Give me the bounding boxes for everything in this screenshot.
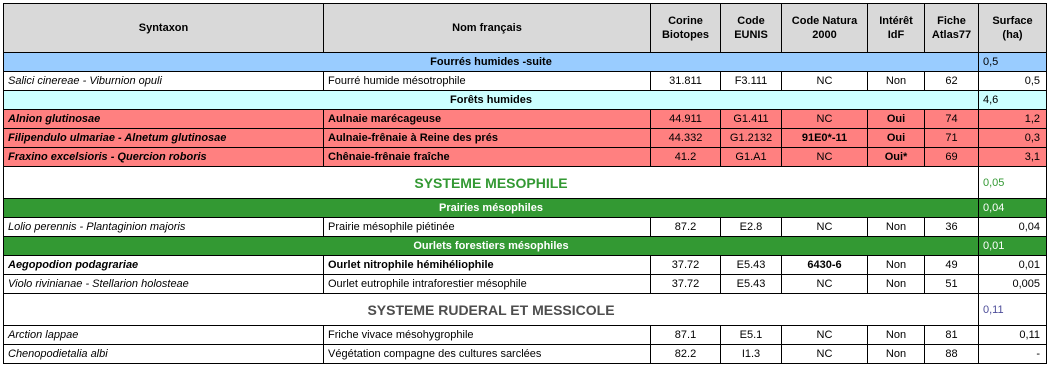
group-label: Prairies mésophiles: [4, 199, 979, 218]
table-row: [4, 256, 1047, 275]
cell-corine: 37.72: [651, 256, 721, 275]
cell-syntaxon: Alnion glutinosae: [4, 110, 324, 129]
cell-corine: 82.2: [651, 345, 721, 364]
cell-corine: 44.332: [651, 129, 721, 148]
table-body: [4, 53, 1047, 364]
table-row: [4, 218, 1047, 237]
cell-nom: Aulnaie-frênaie à Reine des prés: [324, 129, 651, 148]
cell-nom: Ourlet nitrophile hémihéliophile: [324, 256, 651, 275]
cell-interet: Non: [868, 256, 925, 275]
cell-eunis: G1.411: [721, 110, 782, 129]
cell-interet: Oui: [868, 129, 925, 148]
cell-nom: Végétation compagne des cultures sarclées: [324, 345, 651, 364]
cell-eunis: G1.2132: [721, 129, 782, 148]
cell-eunis: I1.3: [721, 345, 782, 364]
header-code-eunis: Code EUNIS: [721, 4, 782, 53]
cell-surface: 1,2: [979, 110, 1047, 129]
cell-fiche: 74: [925, 110, 979, 129]
cell-interet: Non: [868, 275, 925, 294]
cell-corine: 87.2: [651, 218, 721, 237]
cell-nom: Friche vivace mésohygrophile: [324, 326, 651, 345]
cell-surface: 0,11: [979, 326, 1047, 345]
header-corine-biotopes: Corine Biotopes: [651, 4, 721, 53]
cell-eunis: E5.43: [721, 275, 782, 294]
header-fiche-atlas: Fiche Atlas77: [925, 4, 979, 53]
cell-natura: NC: [782, 218, 868, 237]
cell-interet: Non: [868, 345, 925, 364]
header-interet-idf: Intérêt IdF: [868, 4, 925, 53]
cell-interet: Oui*: [868, 148, 925, 167]
table-row: [4, 110, 1047, 129]
table-row: [4, 326, 1047, 345]
cell-surface: 0,005: [979, 275, 1047, 294]
cell-fiche: 36: [925, 218, 979, 237]
cell-surface: 0,5: [979, 72, 1047, 91]
system-title: SYSTEME MESOPHILE: [4, 167, 979, 199]
cell-syntaxon: Fraxino excelsioris - Quercion roboris: [4, 148, 324, 167]
table-row: [4, 72, 1047, 91]
table-row: [4, 275, 1047, 294]
system-title: SYSTEME RUDERAL ET MESSICOLE: [4, 294, 979, 326]
cell-surface: -: [979, 345, 1047, 364]
habitat-table: [3, 3, 1047, 364]
system-row: [4, 294, 1047, 326]
cell-interet: Non: [868, 218, 925, 237]
group-label: Forêts humides: [4, 91, 979, 110]
header-nom-francais: Nom français: [324, 4, 651, 53]
header-row: [4, 4, 1047, 53]
cell-eunis: E5.43: [721, 256, 782, 275]
header-syntaxon: Syntaxon: [4, 4, 324, 53]
cell-syntaxon: Filipendulo ulmariae - Alnetum glutinosae: [4, 129, 324, 148]
cell-interet: Oui: [868, 110, 925, 129]
cell-corine: 37.72: [651, 275, 721, 294]
cell-nom: Prairie mésophile piétinée: [324, 218, 651, 237]
cell-natura: 6430-6: [782, 256, 868, 275]
cell-eunis: E2.8: [721, 218, 782, 237]
cell-natura: NC: [782, 110, 868, 129]
header-code-natura: Code Natura 2000: [782, 4, 868, 53]
group-surface: 0,04: [979, 199, 1047, 218]
cell-natura: NC: [782, 275, 868, 294]
cell-nom: Ourlet eutrophile intraforestier mésophile: [324, 275, 651, 294]
system-surface: 0,11: [979, 294, 1047, 326]
cell-syntaxon: Aegopodion podagrariae: [4, 256, 324, 275]
group-label: Fourrés humides -suite: [4, 53, 979, 72]
cell-eunis: E5.1: [721, 326, 782, 345]
system-row: [4, 167, 1047, 199]
cell-natura: NC: [782, 148, 868, 167]
cell-fiche: 71: [925, 129, 979, 148]
cell-surface: 3,1: [979, 148, 1047, 167]
table-row: [4, 148, 1047, 167]
cell-nom: Aulnaie marécageuse: [324, 110, 651, 129]
cell-syntaxon: Violo rivinianae - Stellarion holosteae: [4, 275, 324, 294]
group-surface: 0,01: [979, 237, 1047, 256]
cell-corine: 31.811: [651, 72, 721, 91]
cell-fiche: 49: [925, 256, 979, 275]
cell-syntaxon: Lolio perennis - Plantaginion majoris: [4, 218, 324, 237]
group-row: [4, 237, 1047, 256]
cell-fiche: 88: [925, 345, 979, 364]
cell-corine: 87.1: [651, 326, 721, 345]
cell-interet: Non: [868, 326, 925, 345]
cell-fiche: 69: [925, 148, 979, 167]
cell-nom: Fourré humide mésotrophile: [324, 72, 651, 91]
cell-interet: Non: [868, 72, 925, 91]
cell-eunis: F3.111: [721, 72, 782, 91]
table-row: [4, 129, 1047, 148]
cell-surface: 0,04: [979, 218, 1047, 237]
system-surface: 0,05: [979, 167, 1047, 199]
cell-natura: NC: [782, 72, 868, 91]
cell-fiche: 62: [925, 72, 979, 91]
group-row: [4, 199, 1047, 218]
cell-fiche: 51: [925, 275, 979, 294]
header-surface: Surface (ha): [979, 4, 1047, 53]
group-row: [4, 53, 1047, 72]
cell-natura: 91E0*-11: [782, 129, 868, 148]
group-surface: 4,6: [979, 91, 1047, 110]
cell-natura: NC: [782, 345, 868, 364]
cell-eunis: G1.A1: [721, 148, 782, 167]
cell-natura: NC: [782, 326, 868, 345]
cell-surface: 0,3: [979, 129, 1047, 148]
cell-syntaxon: Salici cinereae - Viburnion opuli: [4, 72, 324, 91]
cell-syntaxon: Chenopodietalia albi: [4, 345, 324, 364]
group-row: [4, 91, 1047, 110]
cell-surface: 0,01: [979, 256, 1047, 275]
cell-corine: 44.911: [651, 110, 721, 129]
table-row: [4, 345, 1047, 364]
group-label: Ourlets forestiers mésophiles: [4, 237, 979, 256]
cell-syntaxon: Arction lappae: [4, 326, 324, 345]
cell-nom: Chênaie-frênaie fraîche: [324, 148, 651, 167]
group-surface: 0,5: [979, 53, 1047, 72]
cell-corine: 41.2: [651, 148, 721, 167]
cell-fiche: 81: [925, 326, 979, 345]
